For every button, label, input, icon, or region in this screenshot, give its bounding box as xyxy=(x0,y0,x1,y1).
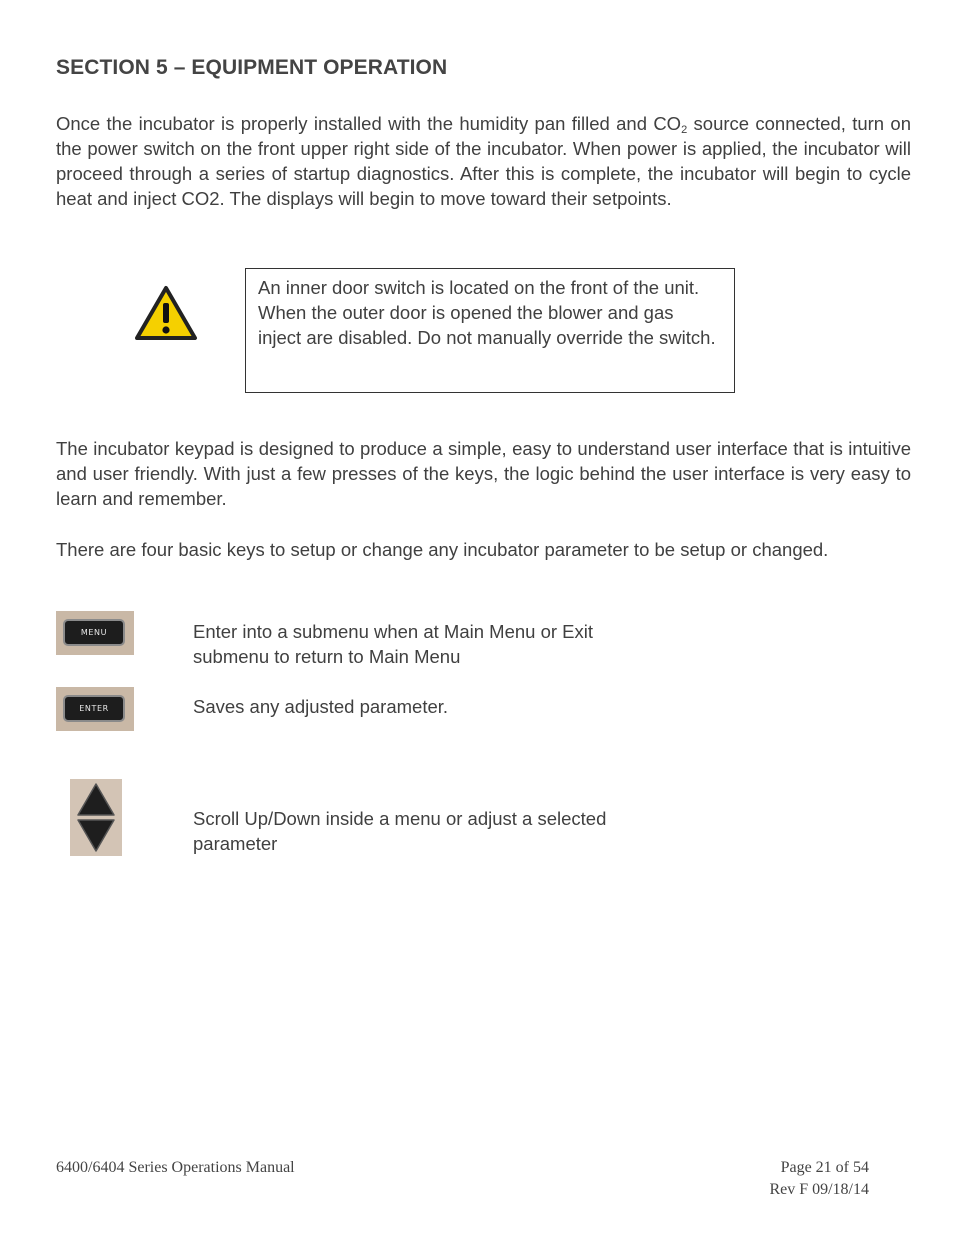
enter-key-label: ENTER xyxy=(63,695,125,722)
menu-key-image xyxy=(56,611,134,655)
intro-paragraph: Once the incubator is properly installed with the humidity pan filled and $CO_2$ source connected, turn on the power switch on the front upper right side of the incubator. When power is applied, the incubator will proceed through a series of startup diagnostics. After this is complete, the incubator will begin to cycle heat and inject CO2. The displays will begin to move toward their setpoints. xyxy=(56,113,912,209)
enter-key-description: Saves any adjusted parameter. xyxy=(193,696,449,717)
keys-intro-paragraph: There are four basic keys to setup or change any incubator parameter to be setup or changed. xyxy=(56,539,829,560)
menu-key-description: Enter into a submenu when at Main Menu or Exit submenu to return to Main Menu xyxy=(193,621,594,667)
footer-revision: Rev F 09/18/14 xyxy=(769,1181,869,1198)
footer-page-info xyxy=(769,1157,869,1201)
warning-triangle-icon xyxy=(134,284,198,342)
footer-manual-title: 6400/6404 Series Operations Manual xyxy=(56,1159,295,1176)
enter-key-image xyxy=(56,687,134,731)
subscript-2: 2 xyxy=(681,124,688,136)
warning-note-text: An inner door switch is located on the front of the unit. When the outer door is opened the blower and gas inject are disabled. Do not manually override the switch. xyxy=(258,277,716,348)
keypad-intro-paragraph: The incubator keypad is designed to produce a simple, easy to understand user interface that is intuitive and user friendly. With just a few presses of the keys, the logic behind the user interface is very easy to learn and remember. xyxy=(56,438,911,509)
up-down-arrow-keys-icon xyxy=(70,779,122,856)
footer-page-number: Page 21 of 54 xyxy=(780,1159,869,1176)
section-title: SECTION 5 – EQUIPMENT OPERATION xyxy=(56,56,448,79)
warning-note-box xyxy=(245,268,735,393)
arrow-keys-description: Scroll Up/Down inside a menu or adjust a selected parameter xyxy=(193,808,607,854)
menu-key-label: MENU xyxy=(63,619,125,646)
